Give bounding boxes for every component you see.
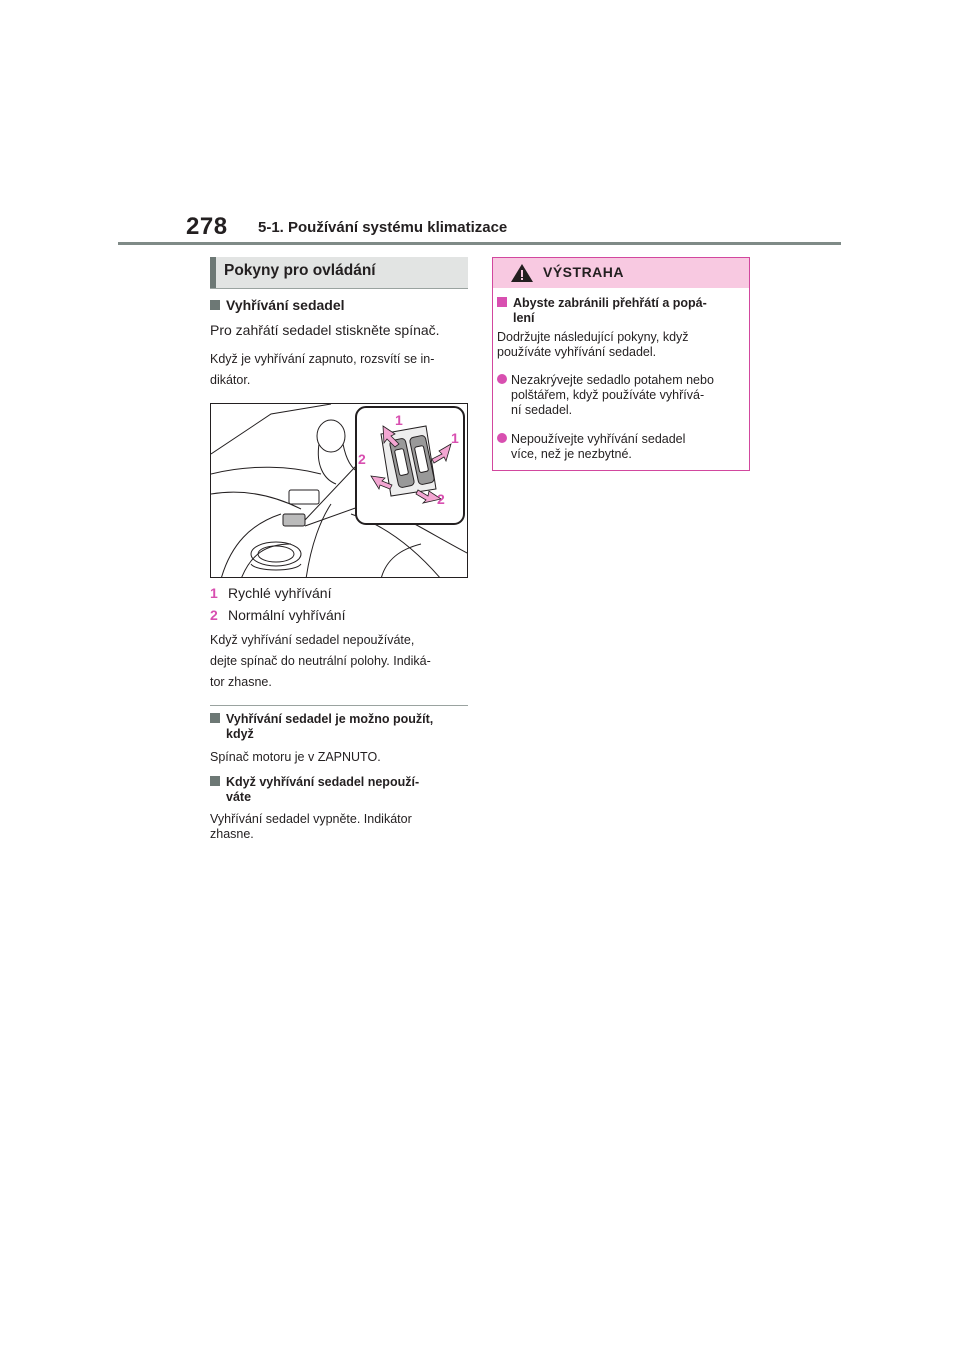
legend-text: Normální vyhřívání <box>228 607 346 623</box>
legend-item <box>210 583 331 603</box>
section-heading-box <box>210 257 468 289</box>
instruction-text: Pro zahřátí sedadel stiskněte spínač. <box>210 322 440 338</box>
header-rule <box>118 242 841 245</box>
warning-subheading-text: Abyste zabránili přehřátí a popá- <box>513 296 707 310</box>
square-bullet-icon <box>210 713 220 723</box>
legend-text: Rychlé vyhřívání <box>228 585 332 601</box>
seat-heater-figure <box>210 403 468 578</box>
note-title <box>210 775 419 805</box>
warning-bullet-text: Nezakrývejte sedadlo potahem nebo <box>511 373 714 387</box>
indicator-text-2: dikátor. <box>210 373 251 387</box>
note-title-text: když <box>226 727 254 741</box>
console-illustration <box>211 404 468 578</box>
notes-divider <box>210 705 468 706</box>
warning-title: VÝSTRAHA <box>543 264 625 280</box>
warning-bullet <box>497 432 685 462</box>
round-bullet-icon <box>497 374 507 384</box>
square-bullet-icon <box>497 297 507 307</box>
callout-label: 1 <box>451 430 459 446</box>
note-title-text: Vyhřívání sedadel je možno použít, <box>226 712 434 726</box>
warning-bullet <box>497 373 714 418</box>
neutral-text-3: tor zhasne. <box>210 675 272 689</box>
neutral-text-2: dejte spínač do neutrální polohy. Indiká- <box>210 654 431 668</box>
note-title-text: váte <box>226 790 252 804</box>
square-bullet-icon <box>210 300 220 310</box>
callout-label: 1 <box>395 412 403 428</box>
warning-bullet-text: Nepoužívejte vyhřívání sedadel <box>511 432 686 446</box>
callout-label: 2 <box>358 451 366 467</box>
warning-subheading-text: lení <box>513 311 535 325</box>
section-heading: Pokyny pro ovládání <box>224 262 376 279</box>
warning-bullet-text: více, než je nezbytné. <box>511 447 632 461</box>
legend-number: 1 <box>210 585 218 601</box>
round-bullet-icon <box>497 433 507 443</box>
indicator-text-1: Když je vyhřívání zapnuto, rozsvítí se in- <box>210 352 435 366</box>
subheading-text: Vyhřívání sedadel <box>226 297 345 313</box>
legend-item <box>210 605 345 625</box>
note-title <box>210 712 433 742</box>
note-body: Spínač motoru je v ZAPNUTO. <box>210 750 381 764</box>
warning-header <box>493 258 749 288</box>
subheading <box>210 297 345 313</box>
warning-intro: Dodržujte následující pokyny, když <box>497 330 689 344</box>
note-title-text: Když vyhřívání sedadel nepouží- <box>226 775 420 789</box>
callout-label: 2 <box>437 491 445 507</box>
warning-intro: používáte vyhřívání sedadel. <box>497 345 657 359</box>
neutral-text-1: Když vyhřívání sedadel nepoužíváte, <box>210 633 415 647</box>
page-number: 278 <box>186 213 228 240</box>
warning-bullet-text: polštářem, když používáte vyhřívá- <box>511 388 705 402</box>
section-title: 5-1. Používání systému klimatizace <box>258 219 508 236</box>
warning-bullet-text: ní sedadel. <box>511 403 573 417</box>
note-body: zhasne. <box>210 827 254 841</box>
warning-subheading <box>497 296 707 326</box>
legend-number: 2 <box>210 607 218 623</box>
note-body: Vyhřívání sedadel vypněte. Indikátor <box>210 812 412 826</box>
heading-bar <box>210 257 216 288</box>
square-bullet-icon <box>210 776 220 786</box>
warning-triangle-icon <box>510 263 534 283</box>
